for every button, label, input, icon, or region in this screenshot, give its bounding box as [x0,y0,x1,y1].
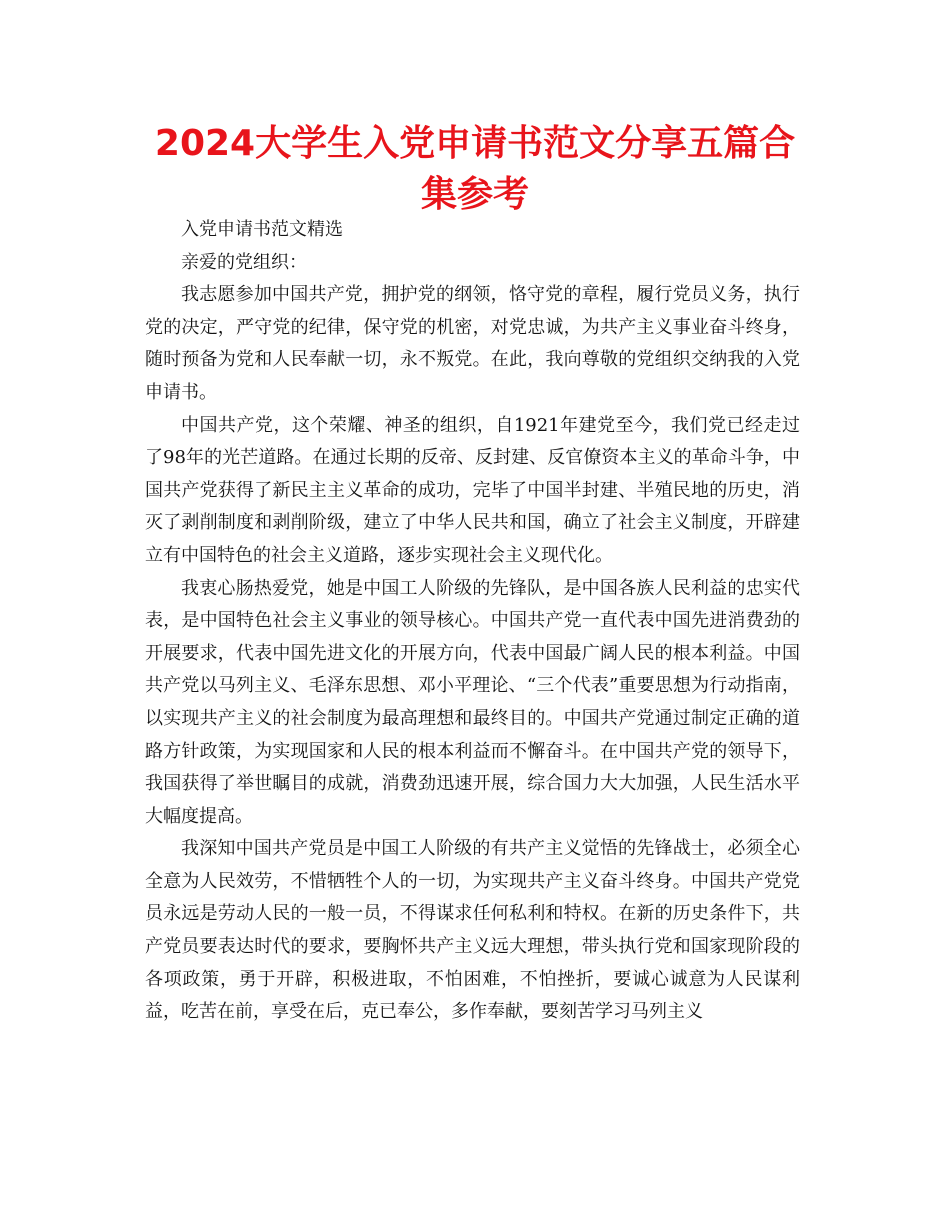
document-body [145,214,800,1029]
section-heading: 入党申请书范文精选 [181,219,343,240]
document-title: 2024大学生入党申请书范文分享五篇合集参考 [154,123,796,215]
body-paragraph: 我深知中国共产党员是中国工人阶级的有共产主义觉悟的先锋战士，必须全心全意为人民效劳，不惜牺牲个人的一切，为实现共产主义奋斗终身。中国共产党党员永远是劳动人民的一般一员，不得谋求任何私利和特权。在新的历史条件下，共产党员要表达时代的要求，要胸怀共产主义远大理想，带头执行党和国家现阶段的各项政策，勇于开辟，积极进取，不怕困难，不怕挫折，要诚心诚意为人民谋利益，吃苦在前，享受在后，克已奉公，多作奉献，要刻苦学习马列主义 [145,838,800,1023]
body-paragraph: 我衷心肠热爱党，她是中国工人阶级的先锋队，是中国各族人民利益的忠实代表，是中国特色社会主义事业的领导核心。中国共产党一直代表中国先进消费劲的开展要求，代表中国先进文化的开展方向，代表中国最广阔人民的根本利益。中国共产党以马列主义、毛泽东思想、邓小平理论、“三个代表”重要思想为行动指南，以实现共产主义的社会制度为最高理想和最终目的。中国共产党通过制定正确的道路方针政策，为实现国家和人民的根本利益而不懈奋斗。在中国共产党的领导下，我国获得了举世瞩目的成就，消费劲迅速开展，综合国力大大加强，人民生活水平大幅度提高。 [145,577,800,827]
body-paragraph: 我志愿参加中国共产党，拥护党的纲领，恪守党的章程，履行党员义务，执行党的决定，严守党的纪律，保守党的机密，对党忠诚，为共产主义事业奋斗终身，随时预备为党和人民奉献一切，永不叛党。在此，我向尊敬的党组织交纳我的入党申请书。 [145,284,800,403]
body-paragraph: 中国共产党，这个荣耀、神圣的组织，自1921年建党至今，我们党已经走过了98年的光芒道路。在通过长期的反帝、反封建、反官僚资本主义的革命斗争，中国共产党获得了新民主主义革命的成功，完毕了中国半封建、半殖民地的历史，消灭了剥削制度和剥削阶级，建立了中华人民共和国，确立了社会主义制度，开辟建立有中国特色的社会主义道路，逐步实现社会主义现代化。 [145,414,800,566]
salutation: 亲爱的党组织： [181,251,307,273]
